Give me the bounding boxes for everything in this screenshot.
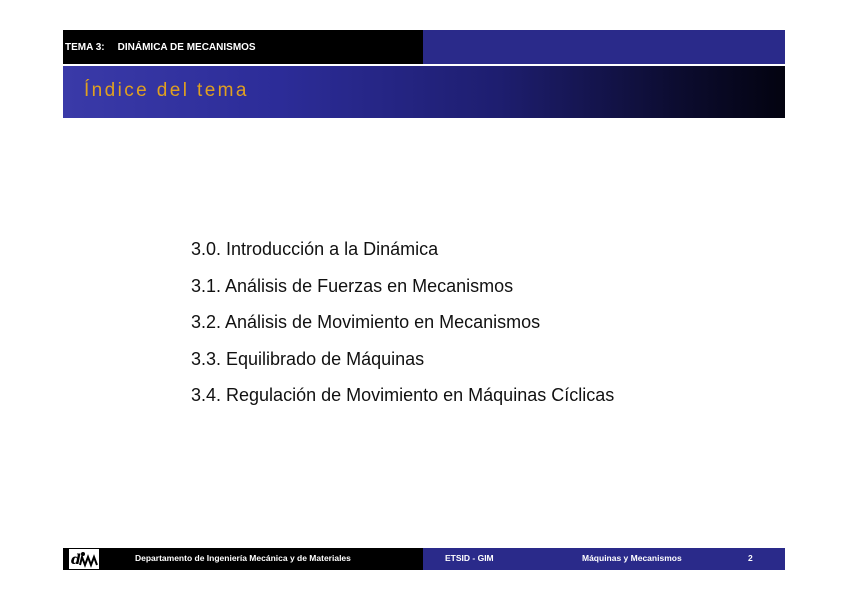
slide-footer: [63, 548, 785, 570]
tema-title: DINÁMICA DE MECANISMOS: [117, 41, 256, 53]
course-name: Máquinas y Mecanismos: [582, 553, 682, 563]
toc-item: 3.4. Regulación de Movimiento en Máquinas Cíclicas: [191, 385, 615, 405]
toc-item: 3.2. Análisis de Movimiento en Mecanismos: [191, 312, 541, 332]
toc-item: 3.0. Introducción a la Dinámica: [191, 239, 439, 259]
section-title: Índice del tema: [84, 80, 249, 101]
department-name: Departamento de Ingeniería Mecánica y de Materiales: [135, 553, 351, 563]
table-of-contents: [191, 234, 614, 417]
slide-header: [63, 30, 785, 64]
page-number: 2: [748, 553, 753, 563]
header-black-bar: [63, 30, 423, 64]
tema-label: TEMA 3:: [65, 41, 105, 53]
header-blue-bar: [423, 30, 785, 64]
school-name: ETSID - GIM: [445, 553, 494, 563]
toc-item: 3.1. Análisis de Fuerzas en Mecanismos: [191, 275, 514, 296]
dimm-logo-icon: [69, 549, 99, 569]
toc-item: 3.3. Equilibrado de Máquinas: [191, 348, 425, 369]
footer-black-bar: [63, 548, 423, 570]
section-title-band: [63, 66, 785, 118]
footer-blue-bar: [423, 548, 785, 570]
svg-text:d: d: [71, 552, 81, 568]
